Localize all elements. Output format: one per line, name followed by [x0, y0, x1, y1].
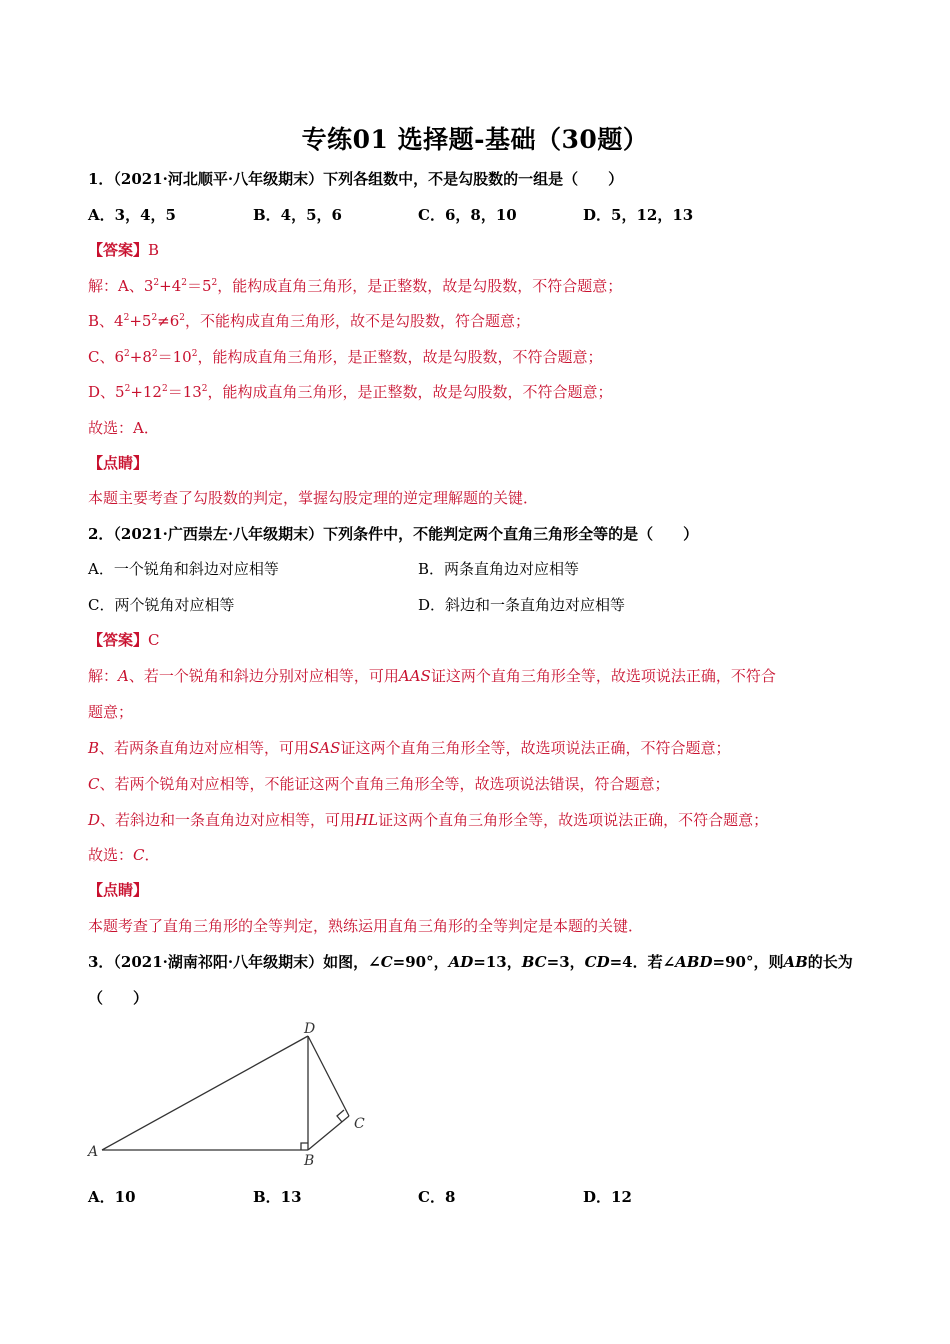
q2-answer-label: 【答案】: [88, 631, 149, 649]
q2-sol-a-part: 、若一个锐角和斜边分别对应相等，可用: [128, 667, 399, 685]
q3-option-d: D．12: [583, 1188, 632, 1206]
q1-sol-a-rest: ，能构成直角三角形，是正整数，故是勾股数，不符合题意；: [217, 277, 623, 295]
q1-sol-b-rest: ，不能构成直角三角形，故不是勾股数，符合题意；: [185, 312, 531, 330]
q1-answer: [88, 239, 159, 261]
q2-solution-a: [88, 665, 776, 687]
q1-sol-d-formula: $5^2+12^2=13^2$: [115, 383, 208, 401]
q1-solution-a: [88, 275, 622, 297]
right-angle-b: [301, 1143, 308, 1150]
q3-option-b: B．13: [253, 1188, 302, 1206]
segment-ad: [102, 1036, 308, 1150]
q2-solution-d: [88, 809, 768, 831]
q3-stem-part: 3．（2021·湖南祁阳·八年级期末）如图，∠: [88, 953, 381, 971]
q2-option-b: B．两条直角边对应相等: [418, 560, 580, 578]
q2-option-d: D．斜边和一条直角边对应相等: [418, 596, 626, 614]
q3-stem-var: CD: [584, 953, 610, 971]
q1-sol-b-prefix: B、: [88, 312, 115, 330]
q3-stem-var: AB: [783, 953, 808, 971]
q3-stem-paren: （ ）: [88, 989, 149, 1007]
q2-stem: 2．（2021·广西崇左·八年级期末）下列条件中，不能判定两个直角三角形全等的是（ ）: [88, 525, 699, 543]
q2-answer: [88, 629, 160, 651]
q1-option-b: B．4，5，6: [253, 206, 342, 224]
q2-solution-b: [88, 737, 730, 759]
q3-triangle-figure: [80, 1015, 380, 1175]
q2-answer-value: C: [148, 631, 160, 649]
q3-stem: [88, 951, 853, 973]
segment-dc: [308, 1036, 349, 1116]
q1-note: 本题主要考查了勾股数的判定，掌握勾股定理的逆定理解题的关键．: [88, 489, 539, 507]
q2-sol-d-letter: D: [88, 811, 101, 829]
q3-stem-part: =90°，: [392, 953, 449, 971]
q3-stem-part: =4．若∠: [609, 953, 676, 971]
label-d: D: [304, 1021, 316, 1037]
q2-sol-d-theorem: HL: [355, 811, 379, 829]
q2-note: 本题考查了直角三角形的全等判定，熟练运用直角三角形的全等判定是本题的关键．: [88, 917, 644, 935]
q1-sol-b-formula: $4^2+5^2\ne 6^2$: [114, 312, 186, 330]
q3-stem-part: =90°，则: [712, 953, 784, 971]
q2-note-label: 【点睛】: [88, 881, 149, 899]
page-title: 专练01 选择题-基础（30题）: [301, 125, 649, 154]
q3-stem-var: AD: [448, 953, 474, 971]
q3-stem-var: C: [380, 953, 393, 971]
q2-choice: [88, 844, 160, 866]
q1-solution-c: [88, 346, 602, 368]
q2-sol-d-part: 、若斜边和一条直角边对应相等，可用: [100, 811, 356, 829]
q1-sol-c-formula: $6^2+8^2=10^2$: [114, 348, 198, 366]
q2-sol-b-letter: B: [88, 739, 100, 757]
label-b: B: [304, 1153, 315, 1169]
q1-stem: 1．（2021·河北顺平·八年级期末）下列各组数中，不是勾股数的一组是（ ）: [88, 170, 624, 188]
q3-stem-var: ABD: [675, 953, 713, 971]
q2-sol-a-part: 解：: [88, 667, 119, 685]
q2-choice-part: ．: [144, 846, 160, 864]
q1-note-label: 【点睛】: [88, 454, 149, 472]
q1-choice: 故选：A．: [88, 419, 159, 437]
q3-option-c: C．8: [418, 1188, 456, 1206]
q1-sol-c-rest: ，能构成直角三角形，是正整数，故是勾股数，不符合题意；: [197, 348, 603, 366]
q2-sol-a-theorem: AAS: [398, 667, 431, 685]
q1-sol-c-prefix: C、: [88, 348, 115, 366]
q2-solution-a-cont: 题意；: [88, 703, 134, 721]
q1-sol-d-prefix: D、: [88, 383, 116, 401]
q1-answer-label: 【答案】: [88, 241, 149, 259]
q2-sol-a-letter: A: [118, 667, 129, 685]
q3-option-a: A．10: [88, 1188, 136, 1206]
q2-choice-part: 故选：: [88, 846, 134, 864]
q1-sol-d-rest: ，能构成直角三角形，是正整数，故是勾股数，不符合题意；: [207, 383, 613, 401]
q2-sol-b-part: 证这两个直角三角形全等，故选项说法正确，不符合题意；: [340, 739, 731, 757]
q1-solution-d: [88, 381, 613, 403]
q2-sol-a-part: 证这两个直角三角形全等，故选项说法正确，不符合: [430, 667, 776, 685]
segment-cb: [308, 1116, 349, 1150]
q2-sol-c-letter: C: [88, 775, 100, 793]
q2-solution-c: [88, 773, 670, 795]
q1-option-c: C．6，8，10: [418, 206, 517, 224]
q2-option-a: A．一个锐角和斜边对应相等: [88, 560, 279, 578]
q1-sol-a-prefix: 解：A、: [88, 277, 144, 295]
q2-sol-c-part: 、若两个锐角对应相等，不能证这两个直角三角形全等，故选项说法错误，符合题意；: [99, 775, 670, 793]
q2-sol-d-part: 证这两个直角三角形全等，故选项说法正确，不符合题意；: [378, 811, 769, 829]
q3-stem-part: 的长为: [807, 953, 853, 971]
q2-sol-b-theorem: SAS: [309, 739, 341, 757]
q1-option-a: A．3，4，5: [88, 206, 176, 224]
q1-solution-b: [88, 310, 530, 332]
q1-option-d: D．5，12，13: [583, 206, 694, 224]
label-c: C: [354, 1116, 365, 1132]
q3-stem-part: =3，: [546, 953, 585, 971]
label-a: A: [88, 1144, 99, 1160]
q3-stem-part: =13，: [473, 953, 522, 971]
q3-stem-var: BC: [521, 953, 547, 971]
q2-choice-letter: C: [133, 846, 145, 864]
q2-option-c: C．两个锐角对应相等: [88, 596, 235, 614]
q2-sol-b-part: 、若两条直角边对应相等，可用: [99, 739, 310, 757]
q1-sol-a-formula: $3^2+4^2=5^2$: [143, 277, 218, 295]
q1-answer-value: B: [148, 241, 160, 259]
